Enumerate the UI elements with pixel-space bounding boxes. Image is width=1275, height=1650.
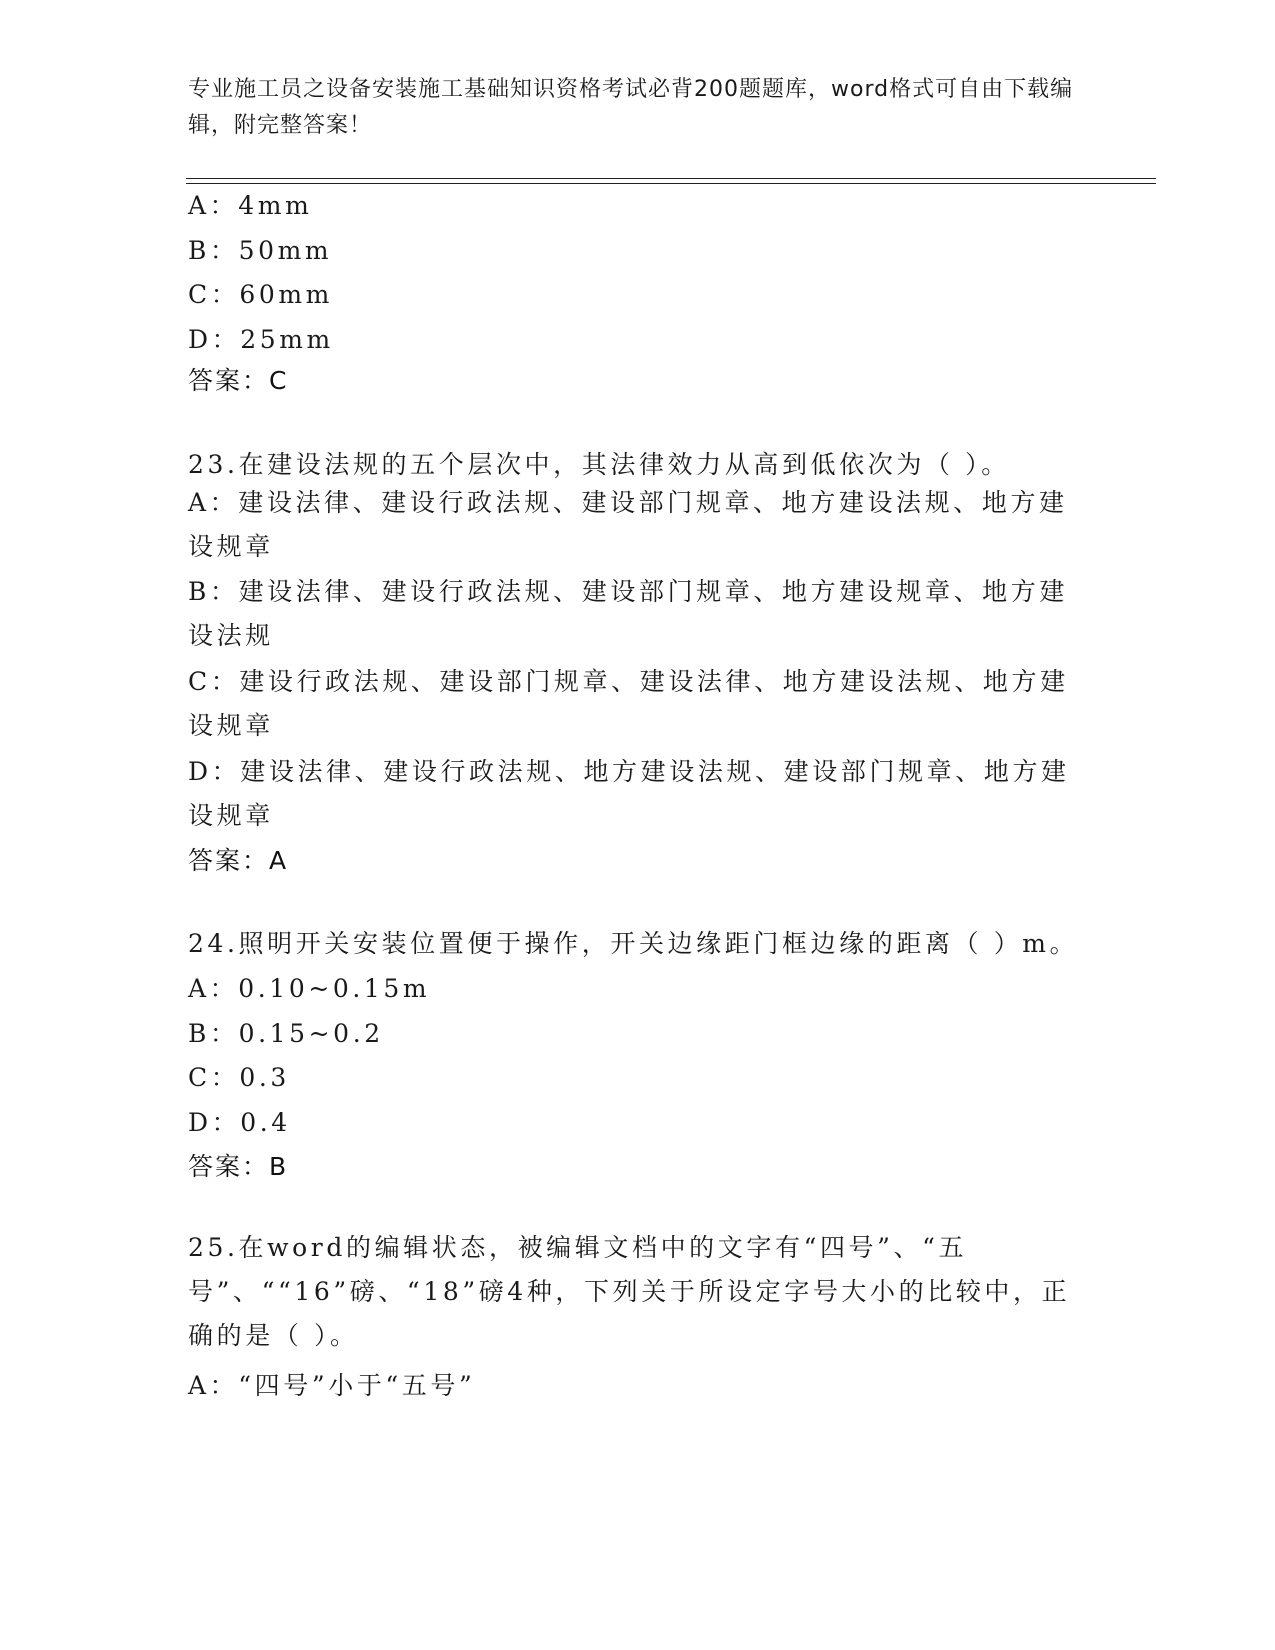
q23-answer: 答案：A xyxy=(188,846,289,875)
document-header: 专业施工员之设备安装施工基础知识资格考试必背200题题库，word格式可自由下载编辑，附完整答案！ xyxy=(188,77,1074,138)
q24-answer: 答案：B xyxy=(188,1152,289,1181)
q22-option-a: A：4mm xyxy=(188,191,313,220)
q23-option-d: D：建设法律、建设行政法规、地方建设法规、建设部门规章、地方建设规章 xyxy=(188,757,1070,830)
q25-question: 25.在word的编辑状态，被编辑文档中的文字有“四号”、“五号”、““16”磅、“18”磅4种，下列关于所设定字号大小的比较中，正确的是（ ）。 xyxy=(188,1233,1071,1350)
q22-answer: 答案：C xyxy=(188,366,289,395)
q24-option-c: C：0.3 xyxy=(188,1063,290,1092)
q24-question: 24.照明开关安装位置便于操作，开关边缘距门框边缘的距离（ ）m。 xyxy=(188,929,1079,958)
header-rule xyxy=(186,178,1156,179)
header-rule-secondary xyxy=(186,183,1156,184)
q22-option-c: C：60mm xyxy=(188,280,333,309)
q24-option-b: B：0.15~0.2 xyxy=(188,1019,384,1048)
q25-option-a: A：“四号”小于“五号” xyxy=(188,1371,476,1400)
q24-option-a: A：0.10~0.15m xyxy=(188,974,431,1003)
q23-option-b: B：建设法律、建设行政法规、建设部门规章、地方建设规章、地方建设法规 xyxy=(188,577,1068,650)
q23-option-c: C：建设行政法规、建设部门规章、建设法律、地方建设法规、地方建设规章 xyxy=(188,667,1069,740)
q24-option-d: D：0.4 xyxy=(188,1108,291,1137)
q22-option-b: B：50mm xyxy=(188,236,333,265)
q22-option-d: D：25mm xyxy=(188,325,334,354)
q23-question: 23.在建设法规的五个层次中，其法律效力从高到低依次为（ ）。 xyxy=(188,450,1010,479)
q23-option-a: A：建设法律、建设行政法规、建设部门规章、地方建设法规、地方建设规章 xyxy=(188,488,1068,561)
